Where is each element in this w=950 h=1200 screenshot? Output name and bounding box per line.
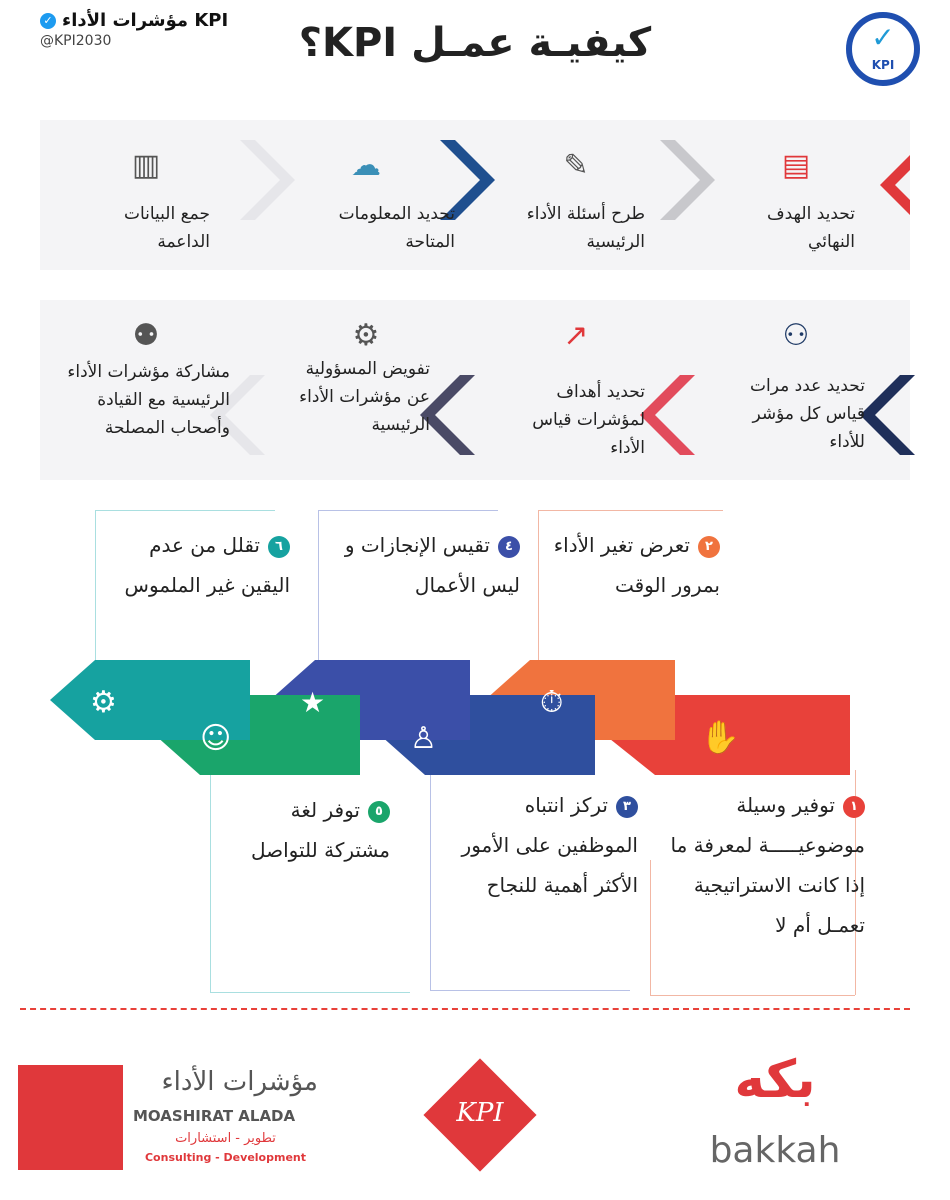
kpi-logo-badge xyxy=(846,12,920,86)
benefit-2 xyxy=(545,525,720,605)
benefit-1 xyxy=(665,785,865,945)
line-6-top xyxy=(95,510,275,511)
employee-briefcase-icon: ♙ xyxy=(410,721,437,756)
benefit-3-text: تركز انتباه الموظفين على الأمور الأكثر أهمية للنجاح xyxy=(461,793,638,897)
check-icon: ✓ xyxy=(871,21,895,54)
bakkah-english: bakkah xyxy=(709,1130,841,1171)
brain-gear-icon: ⚙ xyxy=(90,685,117,720)
account-at: @KPI2030 xyxy=(40,33,112,49)
moashirat-logo xyxy=(18,1065,318,1175)
step-7: تفويض المسؤولية عن مؤشرات الأداء الرئيسية xyxy=(299,359,430,435)
line-1-inner xyxy=(650,860,651,995)
kpi-logo-text: KPI xyxy=(871,58,895,72)
line-1-bottom xyxy=(650,995,855,996)
benefit-3 xyxy=(438,785,638,905)
book-gear-icon: ▥ xyxy=(131,148,161,183)
people-exchange-icon: ⚉ xyxy=(132,318,160,353)
chevron-red xyxy=(880,155,910,215)
step-4: جمع البيانات الداعمة xyxy=(123,204,210,252)
bakkah-logo xyxy=(690,1030,860,1180)
trophy-bars-icon: ★ xyxy=(300,686,326,719)
line-5-bottom xyxy=(210,992,410,993)
benefit-5-number: ٥ xyxy=(368,801,390,823)
checklist-pen-icon: ✎ xyxy=(563,148,589,183)
benefit-4 xyxy=(320,525,520,605)
benefit-2-number: ٢ xyxy=(698,536,720,558)
target-document-icon: ▤ xyxy=(781,148,811,183)
line-3-side xyxy=(430,770,431,990)
moashirat-sub-english: Consulting - Development xyxy=(144,1151,306,1164)
kpi-diamond-logo xyxy=(425,1060,535,1170)
chat-people-icon: ☺ xyxy=(200,721,232,756)
line-3-bottom xyxy=(430,990,630,991)
cloud-gears-icon: ☁ xyxy=(351,148,381,183)
moashirat-sub-arabic: تطوير - استشارات xyxy=(175,1131,276,1146)
account-name-text: مؤشرات الأداء KPI xyxy=(62,10,229,31)
benefit-5-text: توفر لغة مشتركة للتواصل xyxy=(251,798,390,862)
benefit-1-text: توفير وسيلة موضوعيـــــة لمعرفة ما إذا كانت الاستراتيجية تعمـل أم لا xyxy=(670,793,865,937)
benefit-2-text: تعرض تغير الأداء بمرور الوقت xyxy=(553,533,720,597)
benefit-6 xyxy=(100,525,290,605)
benefit-3-number: ٣ xyxy=(616,796,638,818)
benefit-6-number: ٦ xyxy=(268,536,290,558)
step-6: تحديد أهداف لمؤشرات قياس الأداء xyxy=(532,382,645,458)
network-people-icon: ⚇ xyxy=(782,318,810,353)
step-1: تحديد الهدف النهائي xyxy=(767,204,855,252)
bakkah-arabic: بكه xyxy=(734,1050,816,1110)
chevron-navy xyxy=(860,375,915,455)
diamond-text: KPI xyxy=(456,1098,504,1128)
arrow-chain xyxy=(0,640,950,790)
line-4-top xyxy=(318,510,498,511)
chevron-pink xyxy=(640,375,695,455)
step-2: طرح أسئلة الأداء الرئيسية xyxy=(526,204,645,252)
moashirat-arabic: مؤشرات الأداء xyxy=(161,1067,318,1097)
step-8: مشاركة مؤشرات الأداء الرئيسية مع القيادة وأصحاب المصلحة xyxy=(67,362,230,438)
hand-document-icon: ✋ xyxy=(700,718,740,756)
step-5: تحديد عدد مرات قياس كل مؤشر للأداء xyxy=(750,376,865,452)
growth-chart-icon: ↗ xyxy=(563,318,589,353)
benefit-4-number: ٤ xyxy=(498,536,520,558)
moashirat-mark xyxy=(18,1065,123,1170)
line-5-side xyxy=(210,770,211,992)
benefit-1-number: ١ xyxy=(843,796,865,818)
moashirat-english: MOASHIRAT ALADA xyxy=(133,1107,296,1125)
verified-icon: ✓ xyxy=(40,13,56,29)
benefit-5 xyxy=(220,790,390,870)
step-3: تحديد المعلومات المتاحة xyxy=(338,204,455,252)
benefit-6-text: تقلل من عدم اليقين غير الملموس xyxy=(124,533,290,597)
line-2-top xyxy=(538,510,723,511)
team-gear-icon: ⚙ xyxy=(352,318,380,353)
chevron-gray xyxy=(660,140,715,220)
benefit-4-text: تقيس الإنجازات و ليس الأعمال xyxy=(344,533,520,597)
page-title: كيفيـة عمـل KPI؟ xyxy=(298,20,652,66)
stopwatch-icon: ⏱ xyxy=(540,685,564,720)
footer-divider xyxy=(20,1008,910,1010)
